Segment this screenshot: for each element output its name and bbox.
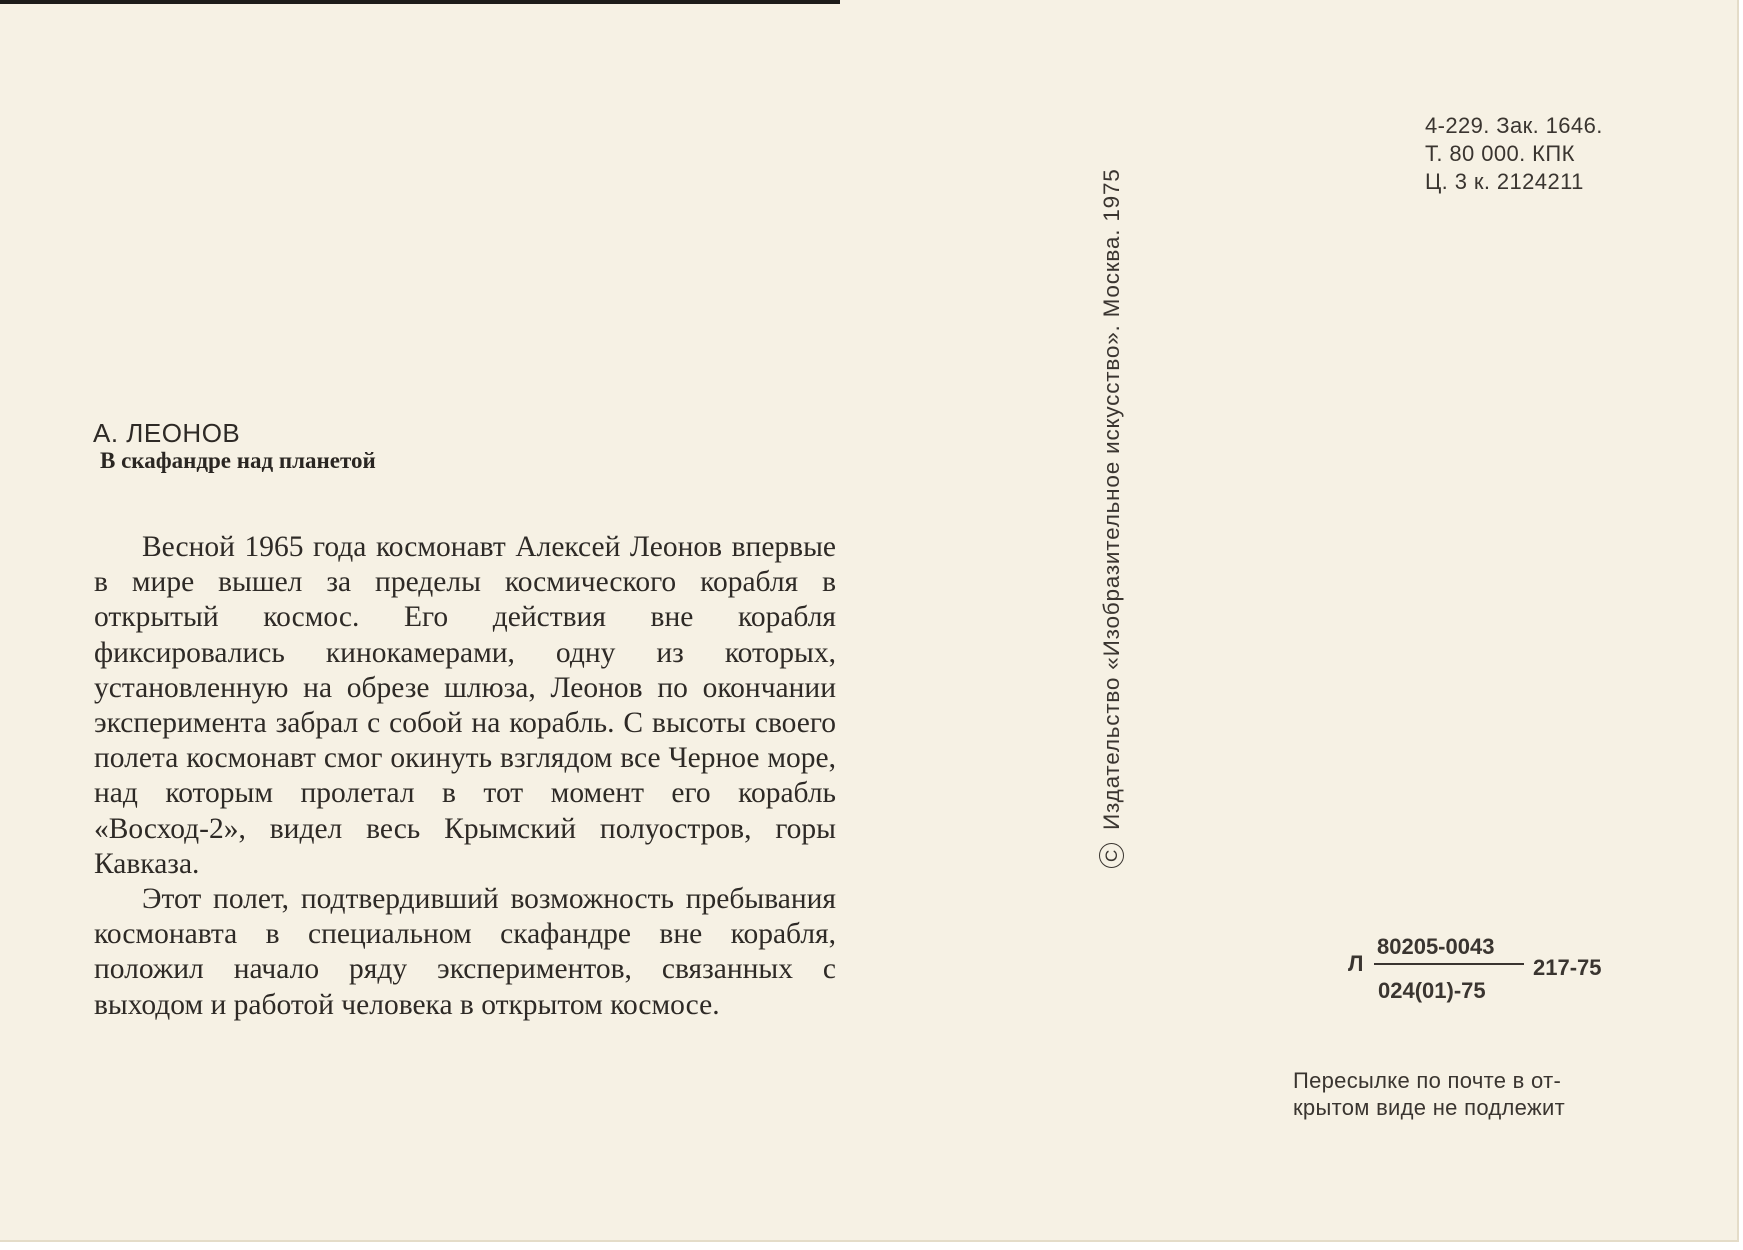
publisher-text: Издательство «Изобразительное искусство». Москва. 1975 — [1099, 168, 1124, 830]
print-info-line: 4-229. Зак. 1646. — [1425, 113, 1603, 138]
index-letter: Л — [1348, 951, 1364, 976]
postal-notice-line: Пересылке по почте в от- — [1293, 1068, 1562, 1093]
print-info — [1425, 112, 1603, 196]
paragraph: Весной 1965 года космонавт Алексей Леонов впервые в мире вышел за пределы космического корабля в открытый космос. Его действия вне корабля фиксировались кинокамерами, одну из которых, установленную на обрезе шлюза, Леонов по окончании эксперимента забрал с собой на корабль. С высоты своего полета космонавт смог окинуть взглядом все Черное море, над которым пролетал в тот момент его корабль «Восход-2», видел весь Крымский полуостров, горы Кавказа. — [94, 531, 836, 880]
print-info-line: Ц. 3 к. 2124211 — [1425, 169, 1584, 194]
fraction-bar — [1374, 963, 1524, 965]
publisher-line — [1099, 168, 1125, 994]
print-info-line: Т. 80 000. КПК — [1425, 141, 1575, 166]
top-edge-strip — [0, 0, 840, 4]
copyright-icon: C — [1099, 843, 1124, 868]
artist-name: А. ЛЕОНОВ — [93, 418, 241, 448]
postal-notice — [1293, 1067, 1565, 1121]
index-numerator: 80205-0043 — [1377, 934, 1495, 959]
paragraph: Этот полет, подтвердивший возможность пребывания космонавта в специальном скафандре вне корабля, положил начало ряду экспериментов, связанных с выходом и работой человека в открытом космосе. — [94, 883, 836, 1021]
artwork-title: В скафандре над планетой — [100, 448, 376, 473]
index-denominator: 024(01)-75 — [1378, 978, 1486, 1003]
index-side-number: 217-75 — [1533, 955, 1602, 980]
postal-notice-line: крытом виде не подлежит — [1293, 1095, 1565, 1120]
description-text — [94, 530, 836, 1023]
